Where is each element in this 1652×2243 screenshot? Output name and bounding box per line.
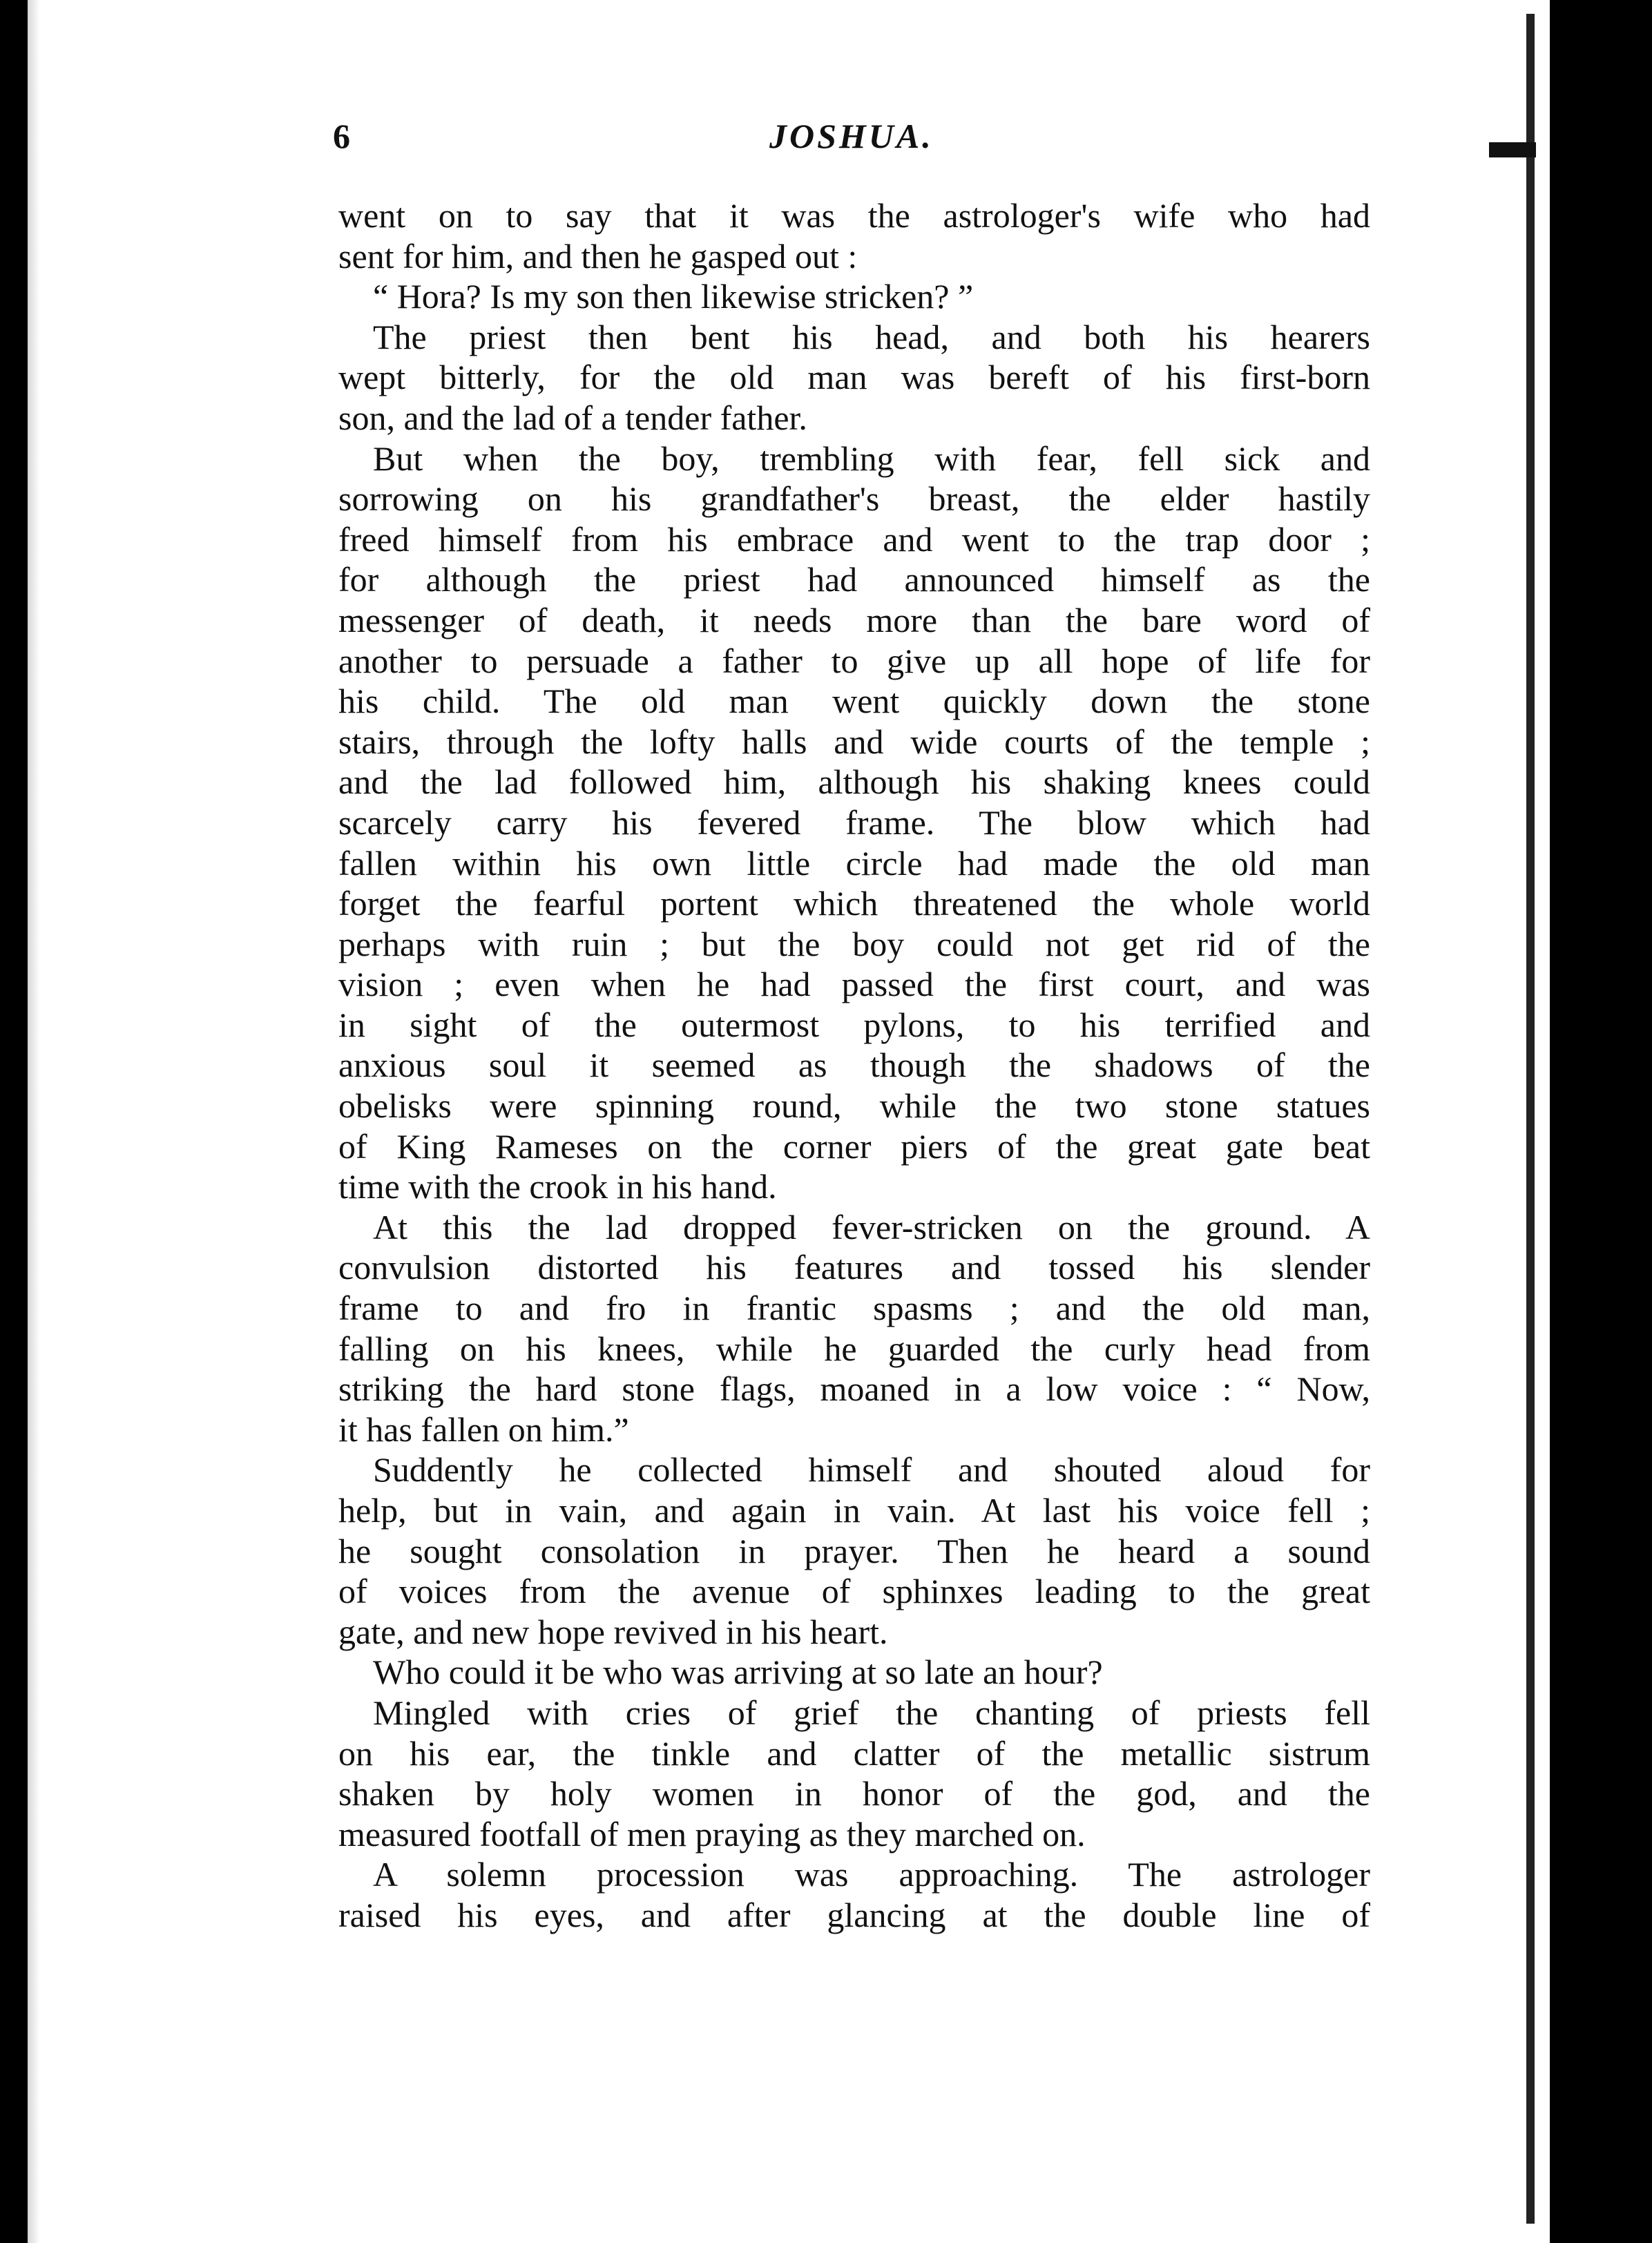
text-line: sent for him, and then he gasped out : xyxy=(338,236,858,276)
running-head xyxy=(333,116,1369,171)
text-line: he sought consolation in prayer. Then he heard a sound xyxy=(338,1531,1370,1570)
text-line: Suddently he collected himself and shouted aloud for xyxy=(373,1450,1370,1490)
binding-line xyxy=(1526,14,1535,2224)
text-line: son, and the lad of a tender father. xyxy=(338,398,807,437)
binding-mark xyxy=(1489,142,1536,157)
text-line: Who could it be who was arriving at so late an hour? xyxy=(373,1653,1103,1692)
text-line: another to persuade a father to give up all hope of life for xyxy=(338,641,1370,680)
text-line: gate, and new hope revived in his heart. xyxy=(338,1612,888,1651)
page-edge-shadow xyxy=(28,0,40,2243)
text-line: The priest then bent his head, and both his hearers xyxy=(373,317,1370,356)
text-line: in sight of the outermost pylons, to his terrified and xyxy=(338,1005,1370,1044)
text-line: Mingled with cries of grief the chanting of priests fell xyxy=(373,1693,1370,1732)
text-line: shaken by holy women in honor of the god, and the xyxy=(338,1774,1370,1813)
text-line: of King Rameses on the corner piers of the great gate beat xyxy=(338,1126,1370,1166)
text-line: his child. The old man went quickly down the stone xyxy=(338,682,1370,721)
text-line: “ Hora? Is my son then likewise stricken? ” xyxy=(373,277,974,316)
text-line: At this the lad dropped fever-stricken on the ground. A xyxy=(373,1207,1370,1246)
text-line: messenger of death, it needs more than the bare word of xyxy=(338,600,1370,639)
text-line: and the lad followed him, although his shaking knees could xyxy=(338,762,1370,802)
running-title: JOSHUA. xyxy=(769,117,934,155)
text-line: wept bitterly, for the old man was bereft of his first-born xyxy=(338,358,1370,397)
text-line: striking the hard stone flags, moaned in a low voice : “ Now, xyxy=(338,1369,1370,1409)
text-line: anxious soul it seemed as though the shadows of the xyxy=(338,1046,1370,1085)
text-line: went on to say that it was the astrologer's wife who had xyxy=(338,196,1370,235)
text-line: A solemn procession was approaching. The astrologer xyxy=(373,1855,1370,1894)
text-line: it has fallen on him.” xyxy=(338,1409,629,1449)
text-line: time with the crook in his hand. xyxy=(338,1167,777,1206)
text-line: fallen within his own little circle had made the old man xyxy=(338,843,1370,883)
text-line: sorrowing on his grandfather's breast, the elder hastily xyxy=(338,479,1370,519)
text-line: help, but in vain, and again in vain. At last his voice fell ; xyxy=(338,1491,1370,1530)
text-line: vision ; even when he had passed the first court, and was xyxy=(338,965,1370,1004)
text-line: stairs, through the lofty halls and wide courts of the temple ; xyxy=(338,722,1370,761)
body-text xyxy=(338,195,1370,1936)
text-line: measured footfall of men praying as they marched on. xyxy=(338,1814,1086,1854)
text-line: on his ear, the tinkle and clatter of the metallic sistrum xyxy=(338,1733,1370,1773)
text-line: raised his eyes, and after glancing at the double line of xyxy=(338,1895,1370,1934)
text-line: forget the fearful portent which threatened the whole world xyxy=(338,884,1370,923)
text-line: falling on his knees, while he guarded the curly head from xyxy=(338,1329,1370,1368)
text-line: obelisks were spinning round, while the two stone statues xyxy=(338,1086,1370,1126)
text-line: for although the priest had announced himself as the xyxy=(338,560,1370,599)
binding-shadow xyxy=(1550,0,1652,2243)
text-line: perhaps with ruin ; but the boy could not get rid of the xyxy=(338,924,1370,963)
text-line: of voices from the avenue of sphinxes leading to the great xyxy=(338,1572,1370,1611)
text-line: convulsion distorted his features and tossed his slender xyxy=(338,1248,1370,1287)
page-number: 6 xyxy=(333,117,350,155)
text-line: freed himself from his embrace and went to the trap door ; xyxy=(338,519,1370,559)
text-line: But when the boy, trembling with fear, fell sick and xyxy=(373,439,1370,478)
text-line: scarcely carry his fevered frame. The blow which had xyxy=(338,802,1370,842)
page-margin-right xyxy=(1533,0,1550,2243)
text-line: frame to and fro in frantic spasms ; and the old man, xyxy=(338,1289,1370,1328)
